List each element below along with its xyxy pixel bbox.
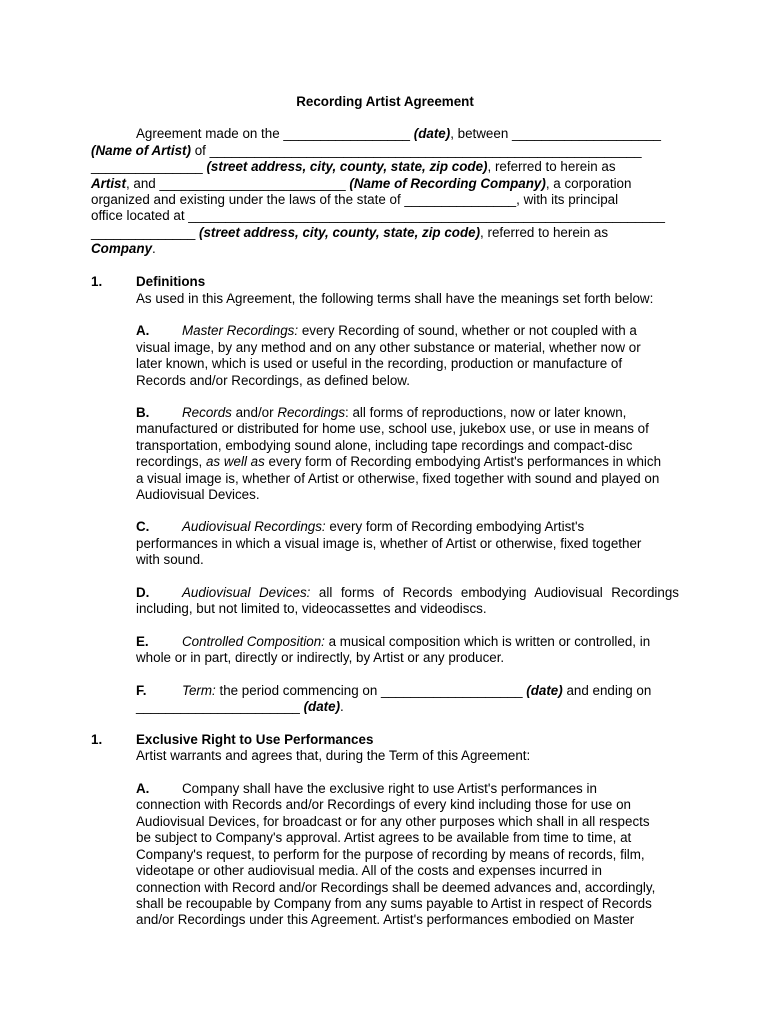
definition-b-line-4: recordings, as well as every form of Recording embodying Artist's performances in which [136, 454, 662, 469]
section-2-a-line-8: shall be recoupable by Company from any sums payable to Artist in respect of Records [136, 896, 652, 911]
section-2-a-line-6: videotape or other audiovisual media. All of the costs and expenses incurred in [136, 863, 602, 878]
definition-a-line-4: Records and/or Recordings, as defined below. [136, 373, 410, 388]
definition-b-line-6: Audiovisual Devices. [136, 487, 260, 502]
document-title: Recording Artist Agreement [296, 94, 474, 109]
definition-d-line-1: D. Audiovisual Devices: all forms of Records embodying Audiovisual Recordings [136, 585, 679, 600]
definition-b-line-5: a visual image is, whether of Artist or otherwise, fixed together with sound and played on [136, 471, 660, 486]
section-1-number: 1. [91, 274, 103, 289]
preamble-line-3: _______________ (street address, city, county, state, zip code), referred to herein as [91, 159, 616, 174]
section-2-a-line-4: be subject to Company's approval. Artist agrees to be available from time to time, at [136, 830, 632, 845]
definition-a-line-2: visual image, by any method and on any other substance or material, whether now or [136, 340, 641, 355]
definition-c-line-3: with sound. [136, 552, 204, 567]
section-2-a-line-7: connection with Record and/or Recordings shall be deemed advances and, accordingly, [136, 880, 656, 895]
section-2-a-line-9: and/or Recordings under this Agreement. Artist's performances embodied on Master [136, 912, 635, 927]
definition-b-line-2: manufactured or distributed for home use, school use, jukebox use, or use in means of [136, 421, 649, 436]
definition-a-line-3: later known, which is used or useful in the recording, production or manufacture of [136, 356, 623, 371]
section-2-intro: Artist warrants and agrees that, during the Term of this Agreement: [136, 748, 531, 763]
definition-e-line-1: E. Controlled Composition: a musical composition which is written or controlled, in [136, 634, 651, 649]
definition-f-line-2: ______________________ (date). [136, 699, 344, 714]
section-2-a-line-3: Audiovisual Devices, for broadcast or for any other purposes which shall in all respects [136, 814, 650, 829]
definition-d-line-2: including, but not limited to, videocassettes and videodiscs. [136, 601, 487, 616]
definition-f-line-1: F. Term: the period commencing on ___________________ (date) and ending on [136, 683, 652, 698]
section-2-number: 1. [91, 732, 103, 747]
definition-c-line-2: performances in which a visual image is, whether of Artist or otherwise, fixed together [136, 536, 642, 551]
preamble-line-1: Agreement made on the _________________ (date), between ____________________ [136, 126, 661, 141]
preamble-line-7: ______________ (street address, city, county, state, zip code), referred to herein as [91, 225, 609, 240]
preamble-line-8: Company. [91, 241, 156, 256]
preamble-line-4: Artist, and _________________________ (Name of Recording Company), a corporation [91, 176, 632, 191]
section-2-heading: Exclusive Right to Use Performances [136, 732, 374, 747]
definition-a-line-1: A. Master Recordings: every Recording of sound, whether or not coupled with a [136, 323, 637, 338]
section-2-a-line-2: connection with Records and/or Recordings of every kind including those for use on [136, 797, 631, 812]
section-2-a-line-1: A. Company shall have the exclusive right to use Artist's performances in [136, 781, 597, 796]
section-1-intro: As used in this Agreement, the following terms shall have the meanings set forth below: [136, 291, 654, 306]
definition-c-line-1: C. Audiovisual Recordings: every form of Recording embodying Artist's [136, 519, 585, 534]
preamble-line-5: organized and existing under the laws of the state of _______________, with its principal [91, 192, 619, 207]
section-2-a-line-5: Company's request, to perform for the purpose of recording by means of records, film, [136, 847, 645, 862]
preamble-line-6: office located at ________________________________________________________________ [91, 208, 665, 223]
definition-e-line-2: whole or in part, directly or indirectly, by Artist or any producer. [136, 650, 505, 665]
definition-b-line-3: transportation, embodying sound alone, including tape recordings and compact-disc [136, 438, 633, 453]
definition-b-line-1: B. Records and/or Recordings: all forms of reproductions, now or later known, [136, 405, 627, 420]
preamble-line-2: (Name of Artist) of __________________________________________________________ [91, 143, 642, 158]
section-1-heading: Definitions [136, 274, 206, 289]
